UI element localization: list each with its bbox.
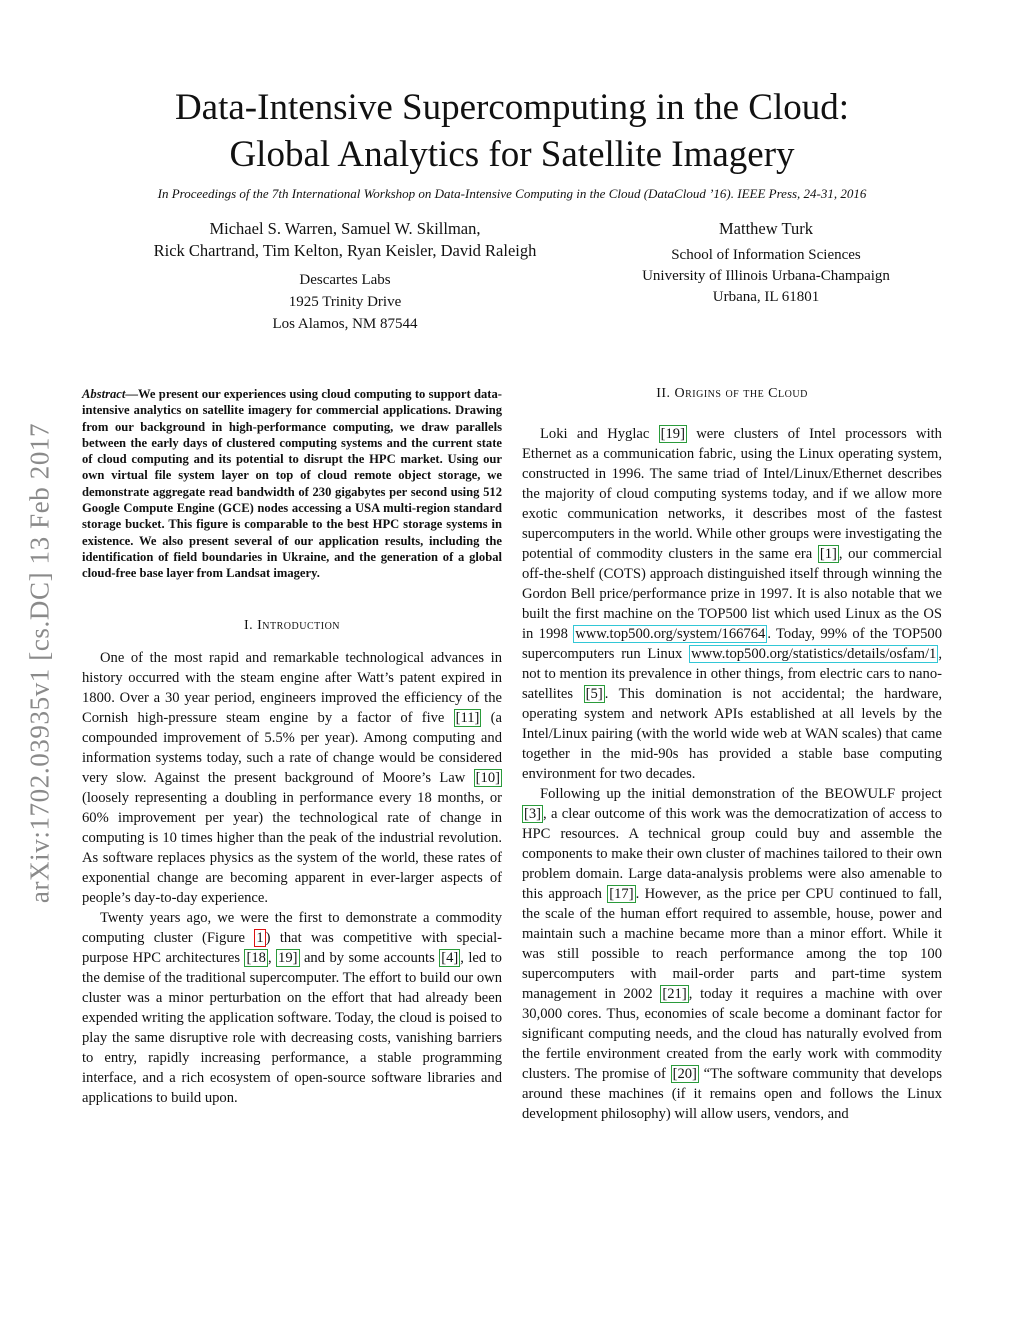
arxiv-identifier: arXiv:1702.03935v1 [cs.DC] 13 Feb 2017 [24, 422, 55, 903]
citation-link[interactable]: [21] [662, 986, 687, 1002]
author-names-line-1: Michael S. Warren, Samuel W. Skillman, [209, 219, 481, 238]
affiliation-left-line-3: Los Alamos, NM 87544 [272, 316, 418, 332]
citation-link[interactable]: [20] [672, 1066, 697, 1082]
affiliation-right-line-1: School of Information Sciences [671, 247, 861, 263]
text-run: , led to the demise of the traditional supercomputer. The effort to build our own cluster was a minor perturbation on the effort that had already been expended writing the application software. Today, the cloud is poised to play the same disruptive role with decreasing costs, vanishing barriers to entry, rapidly increasing performance, a stable programming interface, and a rich ecosystem of open-source software libraries and applications to build upon. [82, 949, 502, 1106]
author-names-line-2: Rick Chartrand, Tim Kelton, Ryan Keisler, David Raleigh [153, 241, 537, 260]
text-run: (loosely representing a doubling in performance every 18 months, or 60% improvement per year) the technological rate of change in computing is 10 times higher than the peak of the industrial revolution. As software replaces physics as the system of the world, these rates of exponential change are becoming apparent in ever-larger aspects of people’s day-to-day experience. [82, 789, 502, 906]
abstract-lead: Abstract [82, 387, 126, 401]
text-run: One of the most rapid and remarkable technological advances in history occurred with the steam engine after Watt’s patent expired in 1800. Over a 30 year period, engineers improved the efficiency of the Cornish high-pressure steam engine by a factor of five [82, 649, 502, 726]
url-link[interactable]: www.top500.org/statistics/details/osfam/1 [691, 646, 937, 662]
text-run: Following up the initial demonstration of the BEOWULF project [540, 786, 942, 802]
origins-paragraph-1 [522, 424, 942, 784]
text-run: Twenty years ago, we were the first to demonstrate a commodity computing cluster (Figure [82, 909, 502, 946]
venue-line: In Proceedings of the 7th International Workshop on Data-Intensive Computing in the Cloud (DataCloud ’16). IEEE Press, 24-31, 2016 [157, 186, 867, 201]
citation-link[interactable]: [1] [819, 546, 837, 562]
affiliation-left-line-2: 1925 Trinity Drive [288, 294, 402, 310]
right-column [522, 384, 942, 1124]
author-block-left [110, 218, 580, 335]
affiliation-right-line-2: University of Illinois Urbana-Champaign [642, 268, 890, 284]
citation-link[interactable]: [18 [246, 949, 266, 966]
title-line-2: Global Analytics for Satellite Imagery [229, 134, 795, 175]
citation-link[interactable]: [3] [524, 806, 542, 822]
text-run: . However, as the price per CPU continued to fall, the scale of the human effort required to assemble, house, power and maintain such a machine became more than a minor effort. While it was still possible to reach performance among the top 100 supercomputers with mail-order parts and part-time system management in 2002 [522, 886, 942, 1002]
figure-link[interactable]: 1 [256, 929, 264, 946]
intro-paragraph-1 [82, 648, 502, 908]
text-run: ) that was competitive with special-purpose HPC architectures [82, 929, 502, 966]
section-number: I. [243, 617, 254, 633]
text-run: , today it requires a machine with over 30,000 cores. Thus, economies of scale become a dominant factor for significant computing needs, and the cloud has naturally evolved from the fertile environment created from the early work with commodity clusters. The promise of [522, 986, 942, 1082]
affiliation-right-line-3: Urbana, IL 61801 [712, 289, 820, 305]
section-heading-introduction [82, 616, 502, 636]
text-run: , [267, 949, 277, 966]
author-block-right [600, 218, 932, 308]
origins-paragraph-2 [522, 784, 942, 1124]
citation-link[interactable]: [17] [609, 886, 634, 902]
citation-link[interactable]: [5] [585, 686, 603, 702]
abstract-text: —We present our experiences using cloud computing to support data-intensive analytics on satellite imagery for commercial applications. Drawing from our background in high-performance computing, we draw parallels between the early days of clustered computing systems and the current state of cloud computing and its potential to disrupt the HPC market. Using our own virtual file system layer on top of cloud remote object storage, we demonstrate aggregate read bandwidth of 230 gigabytes per second using 512 Google Compute Engine (GCE) nodes accessing a USA multi-region standard storage bucket. This figure is comparable to the best HPC storage systems in existence. We also present several of our application results, including the identification of field boundaries in Ukraine, and the generation of a global cloud-free base layer from Landsat imagery. [82, 387, 502, 581]
section-number: II. [656, 386, 671, 401]
title-line-1: Data-Intensive Supercomputing in the Cloud: [174, 87, 850, 128]
text-run: Loki and Hyglac [540, 426, 659, 442]
text-run: (a compounded improvement of 5.5% per year). Among computing and information systems today, such a rate of change would be considered very slow. Against the present background of Moore’s Law [82, 709, 502, 786]
text-run: were clusters of Intel processors with Ethernet as a communication fabric, using the Linux operating system, constructed in 1996. The same triad of Intel/Linux/Ethernet describes the majority of cloud computing systems today, and if we allow more exotic communication networks, it describes most of the fastest supercomputers in the world. While other groups were investigating the potential of commodity clusters in the same era [522, 426, 942, 562]
section-title: Origins of the Cloud [674, 386, 808, 401]
section-title: Introduction [257, 617, 341, 633]
text-run: , our commercial off-the-shelf (COTS) approach distinguished itself through winning the Gordon Bell price/performance prize in 1997. It is also notable that we built the first machine on the TOP500 list which used Linux as the OS in 1998 [522, 546, 942, 642]
citation-link[interactable]: [11] [455, 709, 480, 726]
left-column [82, 386, 502, 1108]
citation-link[interactable]: [4] [441, 949, 459, 966]
text-run: , a clear outcome of this work was the democratization of access to HPC resources. A technical group could buy and assemble the components to make their own cluster of machines tailored to their own problem domain. Large data-analysis problems were also amenable to this approach [522, 806, 942, 902]
citation-link[interactable]: [19] [660, 426, 685, 442]
text-run: . Today, 99% of the TOP500 supercomputers run Linux [522, 626, 942, 662]
section-heading-origins [522, 384, 942, 404]
affiliation-right [600, 245, 932, 308]
text-run: . This domination is not accidental; the hardware, operating system and network APIs established at all levels by the Intel/Linux pairing (with the world wide web at WAN scales) that came together in the mid-90s has provided a stable base computing environment for two decades. [522, 686, 942, 782]
text-run: “The software community that develops around these machines (if it remains open and follows the Linux development philosophy) will allow users, vendors, and [522, 1066, 943, 1122]
paper-title [80, 84, 944, 178]
text-run: and by some accounts [299, 949, 440, 966]
intro-paragraph-2 [82, 908, 502, 1108]
affiliation-left [110, 269, 580, 335]
arxiv-sidebar [18, 355, 62, 970]
abstract [82, 386, 502, 582]
affiliation-left-line-1: Descartes Labs [299, 272, 391, 288]
citation-link[interactable]: 19] [278, 949, 298, 966]
citation-link[interactable]: [10] [475, 769, 500, 786]
text-run: , not to mention its prevalence in other things, from electric cars to nano-satellites [522, 646, 942, 702]
author-name-right: Matthew Turk [719, 219, 813, 238]
url-link[interactable]: www.top500.org/system/166764 [575, 626, 766, 642]
